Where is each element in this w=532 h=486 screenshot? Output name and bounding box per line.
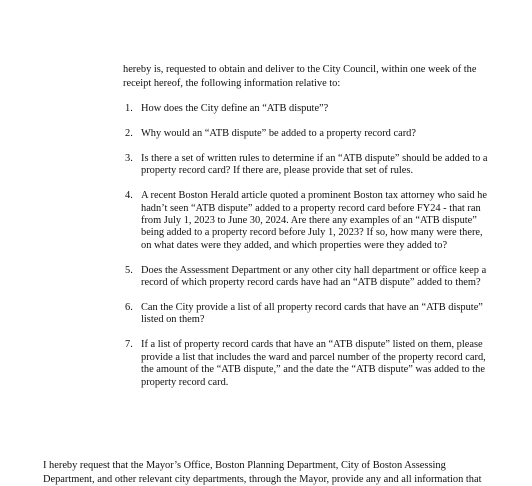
- question-text: Can the City provide a list of all property record cards that have an “ATB dispute” listed on them?: [141, 301, 483, 326]
- question-item: [123, 265, 495, 290]
- question-number: 2.: [125, 127, 133, 139]
- closing-paragraph: [43, 459, 513, 486]
- intro-paragraph: hereby is, requested to obtain and deliver to the City Council, within one week of the receipt hereof, the following information relative to:: [123, 64, 477, 89]
- question-item: [123, 339, 495, 389]
- question-item: [123, 103, 495, 115]
- question-item: [123, 190, 495, 252]
- question-number: 3.: [125, 152, 133, 164]
- question-number: 1.: [125, 103, 133, 114]
- question-item: [123, 302, 495, 327]
- closing-line-2: Department, and other relevant city departments, through the Mayor, provide any and all information that: [43, 473, 482, 485]
- question-text: How does the City define an “ATB dispute”?: [141, 103, 329, 114]
- question-item: [123, 128, 495, 140]
- question-list: [123, 103, 495, 401]
- question-text: If a list of property record cards that have an “ATB dispute” listed on them, please provide a list that includes the ward and parcel number of the property record card, the amount of the “ATB dispute,” and the date the “ATB dispute” was added to the property record card.: [141, 339, 486, 388]
- closing-line-1: I hereby request that the Mayor’s Office, Boston Planning Department, City of Boston Assessing: [43, 460, 446, 471]
- question-number: 7.: [125, 339, 133, 351]
- question-text: Does the Assessment Department or any other city hall department or office keep a record of which property record cards have had an “ATB dispute” added to them?: [141, 264, 487, 289]
- question-text: A recent Boston Herald article quoted a prominent Boston tax attorney who said he hadn’t seen “ATB dispute” added to a property record card before FY24 - that ran from July 1, 2023 to June 30, 2024. Are there any examples of an “ATB dispute” being added to a property record before July 1, 2023? If so, how many were there, on what dates were they added, and which properties were they added to?: [141, 190, 487, 251]
- question-text: Is there a set of written rules to determine if an “ATB dispute” should be added to a property record card? If there are, please provide that set of rules.: [141, 152, 488, 177]
- question-number: 5.: [125, 264, 133, 276]
- question-number: 4.: [125, 190, 133, 202]
- question-item: [123, 153, 495, 178]
- question-text: Why would an “ATB dispute” be added to a property record card?: [141, 127, 416, 139]
- question-number: 6.: [125, 301, 133, 313]
